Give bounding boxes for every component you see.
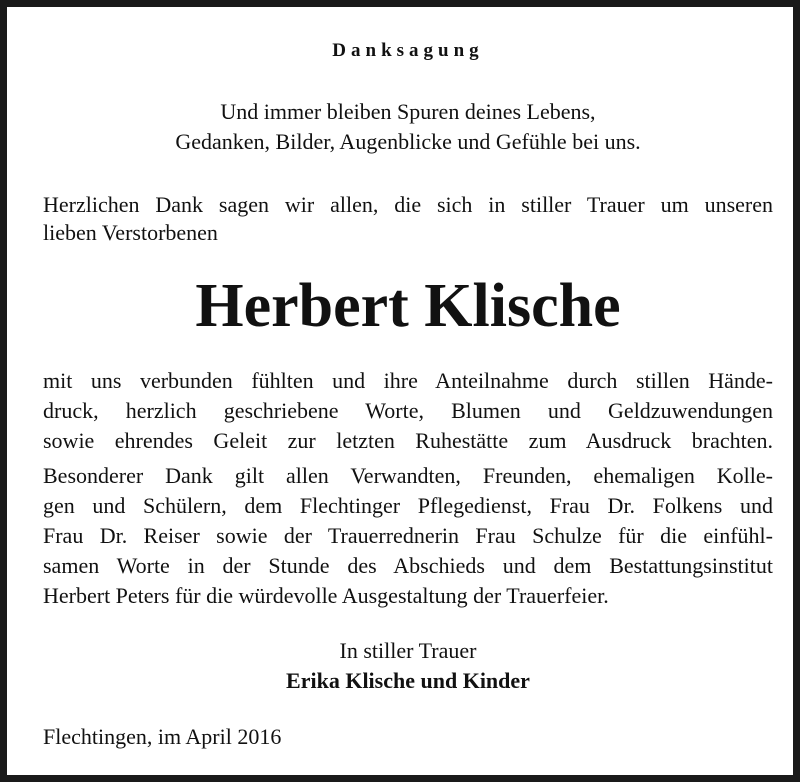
deceased-name: Herbert Klische — [195, 272, 621, 340]
signature: Erika Klische und Kinder — [286, 668, 530, 693]
paragraph-line: Frau Dr. Reiser sowie der Trauerrednerin Frau Schulze für die einfühl- — [43, 523, 773, 548]
paragraph-line: gen und Schülern, dem Flechtinger Pflegedienst, Frau Dr. Folkens und — [43, 493, 773, 518]
quote-line: Gedanken, Bilder, Augenblicke und Gefühle bei uns. — [175, 129, 641, 154]
notice-heading: Danksagung — [332, 40, 484, 61]
intro-line: lieben Verstorbenen — [43, 220, 218, 245]
paragraph-line: druck, herzlich geschriebene Worte, Blumen und Geldzuwendungen — [43, 398, 773, 423]
intro-line: Herzlichen Dank sagen wir allen, die sich in stiller Trauer um unseren — [43, 192, 773, 217]
quote-line: Und immer bleiben Spuren deines Lebens, — [220, 99, 596, 124]
paragraph-line: samen Worte in der Stunde des Abschieds und dem Bestattungsinstitut — [43, 553, 773, 578]
paragraph-line: Besonderer Dank gilt allen Verwandten, Freunden, ehemaligen Kolle- — [43, 463, 773, 488]
place-date: Flechtingen, im April 2016 — [43, 724, 282, 749]
paragraph-line: sowie ehrendes Geleit zur letzten Ruhestätte zum Ausdruck brachten. — [43, 428, 773, 453]
closing-text: In stiller Trauer — [339, 638, 477, 663]
paragraph-line: Herbert Peters für die würdevolle Ausgestaltung der Trauerfeier. — [43, 583, 609, 608]
paragraph-line: mit uns verbunden fühlten und ihre Anteilnahme durch stillen Hände- — [43, 368, 773, 393]
